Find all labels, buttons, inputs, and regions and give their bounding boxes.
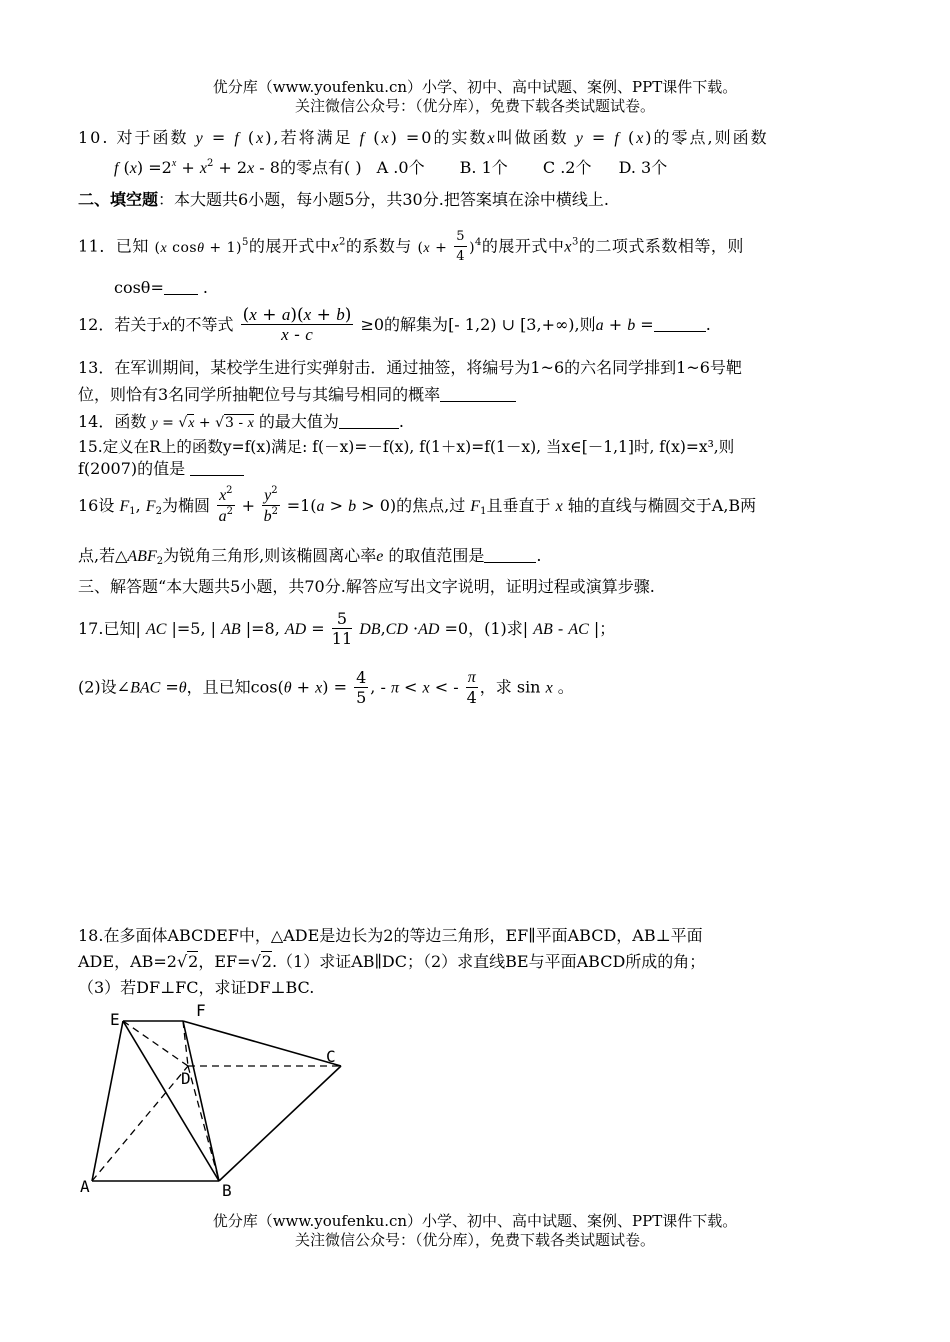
q12-answer-blank[interactable] xyxy=(654,317,706,332)
section-2-heading: 二、填空题：本大题共6小题，每小题5分，共30分.把答案填在涂中横线上. xyxy=(78,190,609,209)
q10-option-a: A .0个 xyxy=(376,158,425,177)
edge-CB xyxy=(219,1066,341,1181)
q10-option-c: C .2个 xyxy=(542,158,592,177)
label-C: C xyxy=(326,1047,336,1066)
q10-number: 10. xyxy=(78,128,110,147)
footer-line-2: 关注微信公众号：（优分库），免费下载各类试题试卷。 xyxy=(294,1231,655,1249)
q16-answer-blank[interactable] xyxy=(484,548,536,563)
q16-line-1: 16设 $F_1$, $F_2$为椭圆 $\frac{x^2}{a^2}$ + $\frac{y^2}{b^2}$ =1(a > b > 0)的焦点,过 $F_1$且垂直于 x 轴的直线与椭圆交于A,B两 xyxy=(78,485,757,525)
q11-answer-blank[interactable] xyxy=(164,280,198,295)
q15-answer-blank[interactable] xyxy=(190,461,244,476)
section-3-heading: 三、解答题“本大题共5小题，共70分.解答应写出文字说明，证明过程或演算步骤. xyxy=(78,577,655,596)
q13-line-2: 位，则恰有3名同学所抽靶位号与其编号相同的概率 xyxy=(78,385,516,405)
q10-option-d: D. 3个 xyxy=(618,158,668,177)
q13-line-1: 13．在军训期间，某校学生进行实弹射击．通过抽签，将编号为1~6的六名同学排到1~6号靶 xyxy=(78,358,742,377)
q12-line: 12．若关于x的不等式 $\frac{(x + a)(x + b)}{x - c}$ ≥0的解集为[- 1,2) ∪ [3,+∞),则a + b = . xyxy=(78,305,711,345)
q13-answer-blank[interactable] xyxy=(440,387,516,402)
q18-line-2: ADE，AB=2√2，EF=√2.（1）求证AB∥DC；（2）求直线BE与平面ABCD所成的角； xyxy=(78,952,706,971)
edge-FC xyxy=(183,1021,341,1066)
polyhedron-figure xyxy=(70,1000,360,1205)
q18-line-3: （3）若DF⊥FC，求证DF⊥BC. xyxy=(78,978,315,997)
q14-answer-blank[interactable] xyxy=(339,414,399,429)
header-line-1: 优分库（www.youfenku.cn）小学、初中、高中试题、案例、PPT课件下载。 xyxy=(212,78,738,96)
edge-AD-hidden xyxy=(92,1066,188,1181)
footer-line-1: 优分库（www.youfenku.cn）小学、初中、高中试题、案例、PPT课件下载。 xyxy=(212,1212,738,1230)
q14-line: 14．函数 y = √x + √3 - x 的最大值为 . xyxy=(78,412,404,431)
edge-ED-hidden xyxy=(123,1021,188,1066)
q16-line-2: 点,若$\triangle ABF_2$为锐角三角形,则该椭圆离心率e 的取值范围是 . xyxy=(78,546,542,567)
header-line-2: 关注微信公众号：（优分库），免费下载各类试题试卷。 xyxy=(294,97,655,115)
q10-line-1: 10. 对于函数 y = f (x),若将满足 f (x) =0的实数x叫做函数 y = f (x)的零点,则函数 xyxy=(78,128,769,147)
q15-line-1: 15.定义在R上的函数y=f(x)满足: f(－x)=－f(x), f(1＋x)=f(1－x), 当x∈[－1,1]时, f(x)=x³,则 xyxy=(78,438,735,456)
label-D: D xyxy=(181,1069,191,1088)
edge-EB xyxy=(123,1021,219,1181)
q18-line-1: 18.在多面体ABCDEF中，△ADE是边长为2的等边三角形，EF∥平面ABCD，AB⊥平面 xyxy=(78,926,703,945)
q17-line-1: 17.已知| AC |=5, | AB |=8, AD = $\frac{5}{11}$ DB,CD ·AD =0，(1)求| AB - AC |； xyxy=(78,609,616,648)
label-F: F xyxy=(196,1001,206,1020)
q11-line-2: cosθ= . xyxy=(114,278,209,297)
q10-line-2: f $(x) =2^x + x^2 + 2x - 8$的零点有( ) A .0个 B. 1个 C .2个 D. 3个 xyxy=(114,158,668,177)
edge-DB-hidden xyxy=(188,1066,219,1181)
label-E: E xyxy=(110,1010,120,1029)
q15-line-2: f(2007)的值是 xyxy=(78,459,244,479)
edge-FB xyxy=(183,1021,219,1181)
label-A: A xyxy=(80,1177,90,1196)
q17-line-2: (2)设∠BAC =θ，且已知cos(θ + x) = $\frac{4}{5}$ , - π < x < - $\frac{\pi}{4}$ ，求 sin x 。 xyxy=(78,667,574,707)
q10-option-b: B. 1个 xyxy=(459,158,508,177)
edge-AE xyxy=(92,1021,123,1181)
q11-line-1: 11．已知 (x cosθ + 1)$^5$的展开式中$x^2$的系数与 (x + $\frac{5}{4}$ )$^4$的展开式中$x^3$的二项式系数相等，则 xyxy=(78,229,744,264)
label-B: B xyxy=(222,1181,232,1200)
